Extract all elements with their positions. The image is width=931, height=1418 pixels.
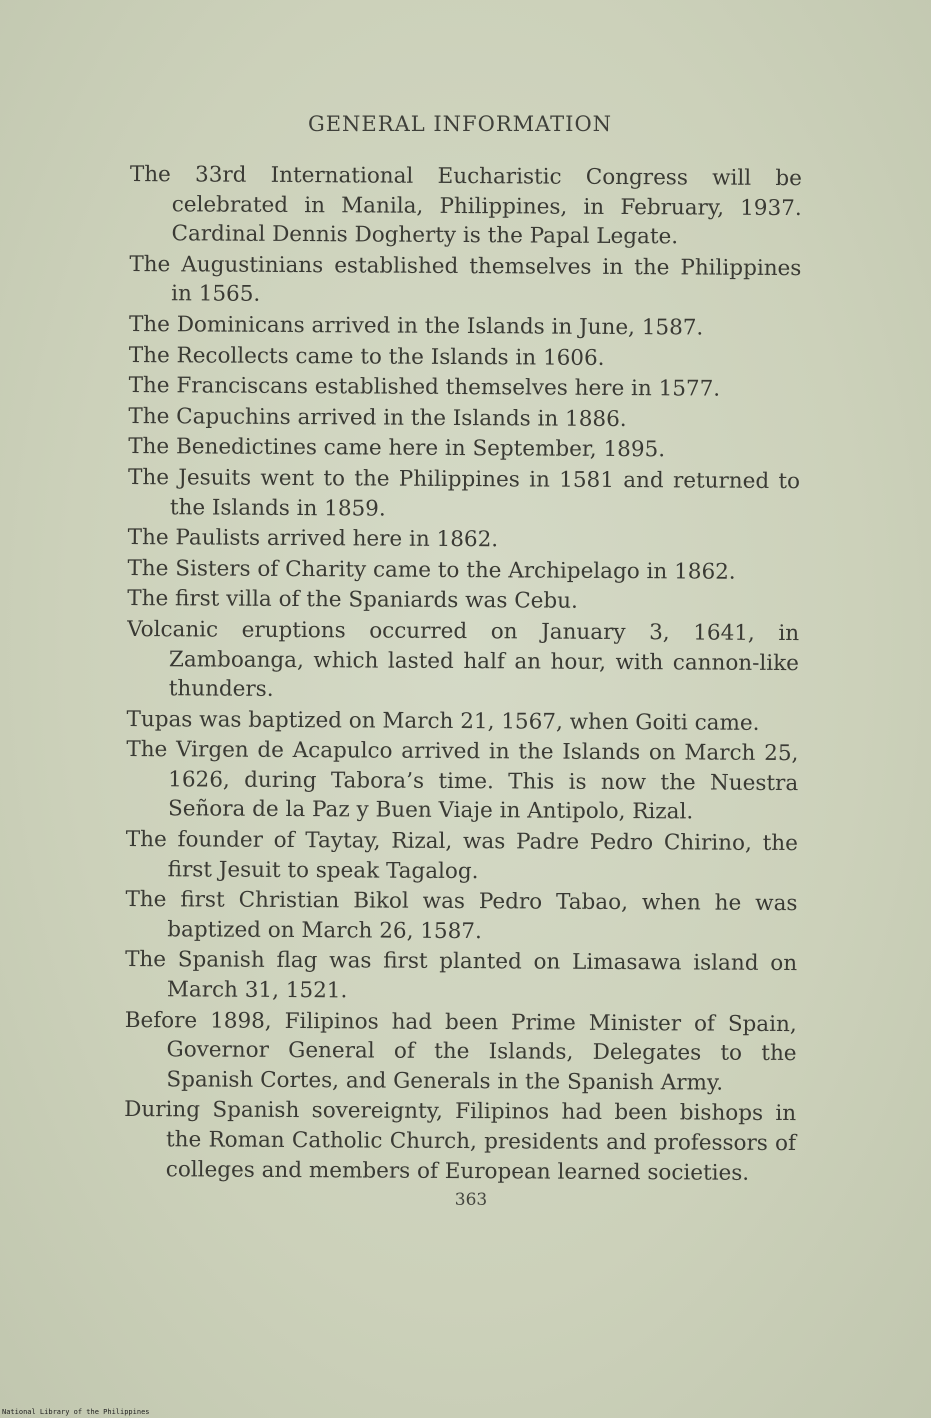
entry-paulists: The Paulists arrived here in 1862.	[127, 525, 499, 553]
entry-augustinians: The Augustinians established themselves in the Philippines in 1565.	[129, 251, 802, 308]
entry-eucharistic-congress: The 33rd International Eucharistic Congress will be celebrated in Manila, Philippines, in February, 1937. Cardinal Dennis Dogherty is the Papal Legate.	[129, 161, 802, 250]
page-number: 363	[454, 1190, 488, 1210]
entry-first-villa: The first villa of the Spaniards was Cebu.	[127, 586, 578, 615]
entry-before-1898: Before 1898, Filipinos had been Prime Minister of Spain, Governor General of the Islands, Delegates to the Spanish Cortes, and Generals in the Spanish Army.	[124, 1007, 797, 1096]
entry-tupas: Tupas was baptized on March 21, 1567, when Goiti came.	[126, 706, 760, 736]
entry-franciscans: The Franciscans established themselves here in 1577.	[128, 373, 721, 402]
entry-spanish-sovereignty: During Spanish sovereignty, Filipinos had been bishops in the Roman Catholic Church, presidents and professors of colleges and members of European learned societies.	[124, 1097, 797, 1186]
entry-capuchins: The Capuchins arrived in the Islands in 1886.	[128, 403, 627, 432]
entry-virgen-de-acapulco: The Virgen de Acapulco arrived in the Islands on March 25, 1626, during Tabora’s time. This is now the Nuestra Señora de la Paz y Buen Viaje in Antipolo, Rizal.	[126, 737, 799, 825]
information-list	[124, 160, 802, 1189]
entry-spanish-flag: The Spanish flag was first planted on Limasawa island on March 31, 1521.	[125, 947, 798, 1004]
library-credit: National Library of the Philippines	[2, 1408, 150, 1416]
entry-benedictines: The Benedictines came here in September, 1895.	[128, 434, 666, 463]
entry-jesuits: The Jesuits went to the Philippines in 1581 and returned to the Islands in 1859.	[127, 464, 801, 522]
entry-recollects: The Recollects came to the Islands in 1606.	[128, 342, 605, 371]
page-title: GENERAL INFORMATION	[307, 112, 613, 136]
entry-volcanic-eruptions: Volcanic eruptions occurred on January 3, 1641, in Zamboanga, which lasted half an hour, with cannon-like thunders.	[127, 616, 800, 702]
entry-first-christian-bikol: The first Christian Bikol was Pedro Tabao, when he was baptized on March 26, 1587.	[125, 887, 798, 945]
entry-sisters-of-charity: The Sisters of Charity came to the Archipelago in 1862.	[127, 555, 736, 585]
entry-dominicans: The Dominicans arrived in the Islands in June, 1587.	[128, 311, 704, 341]
entry-taytay-founder: The founder of Taytay, Rizal, was Padre Pedro Chirino, the first Jesuit to speak Tagalog.	[125, 827, 798, 884]
